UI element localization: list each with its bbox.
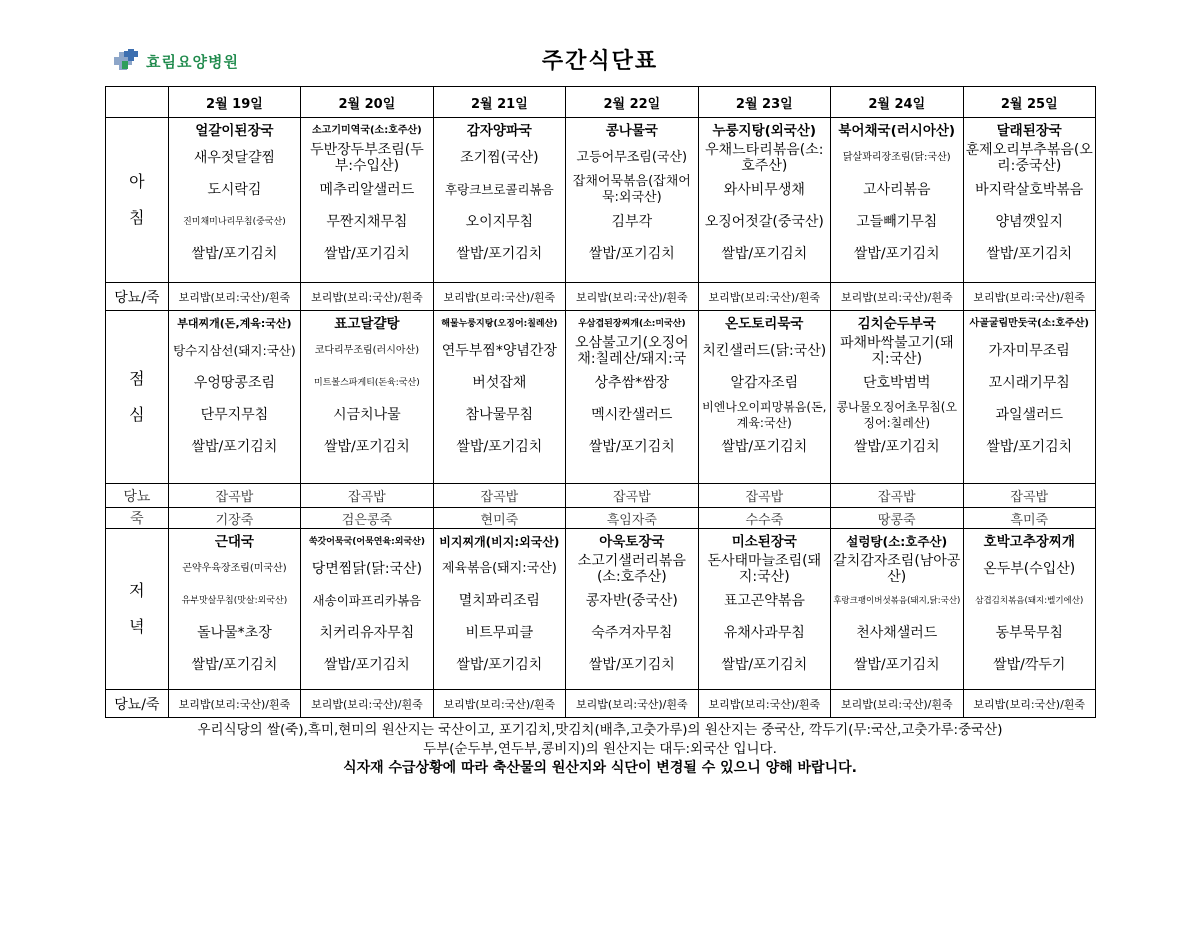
date-header: 2월 24일 (831, 87, 963, 118)
menu-item: 시금치나물 (333, 407, 401, 423)
menu-item: 쌀밥/깍두기 (993, 657, 1066, 673)
breakfast-day-5 (831, 118, 963, 283)
diabetic-meal: 보리밥(보리:국산)/흰죽 (566, 283, 698, 311)
lunch-porridge-row (106, 508, 1096, 529)
menu-item: 콩나물국 (605, 123, 658, 139)
breakfast-label: 아 침 (106, 118, 169, 283)
menu-item: 쌀밥/포기김치 (323, 246, 410, 262)
dinner-day-1 (301, 529, 433, 690)
menu-item: 무짠지채무침 (326, 214, 408, 230)
diabetic-meal: 보리밥(보리:국산)/흰죽 (168, 690, 300, 718)
menu-item: 고등어무조림(국산) (576, 150, 688, 165)
menu-item: 설렁탕(소:호주산) (846, 534, 948, 549)
menu-item: 단무지무침 (200, 407, 269, 423)
menu-item: 온도토리묵국 (725, 316, 804, 332)
menu-item: 꼬시래기무침 (988, 375, 1070, 391)
menu-item: 파채바싹불고기(돼지:국산) (839, 335, 954, 367)
breakfast-row (106, 118, 1096, 283)
menu-item: 사골굴림만둣국(소:호주산) (969, 318, 1089, 329)
lunch-day-1 (301, 311, 433, 484)
dinner-day-4 (698, 529, 830, 690)
menu-item: 우삼겹된장찌개(소:미국산) (578, 319, 686, 329)
menu-item: 멕시칸샐러드 (591, 407, 673, 423)
menu-item: 바지락살호박볶음 (975, 182, 1084, 198)
origin-notice-line-2: 두부(순두부,연두부,콩비지)의 원산지는 대두:외국산 입니다. (423, 741, 777, 757)
menu-item: 표고달걀탕 (334, 316, 400, 332)
menu-item: 쌀밥/포기김치 (853, 439, 940, 455)
lunch-day-5 (831, 311, 963, 484)
menu-item: 도시락김 (207, 182, 262, 198)
diabetic-meal: 보리밥(보리:국산)/흰죽 (831, 283, 963, 311)
menu-item: 탕수지삼선(돼지:국산) (173, 343, 296, 358)
lunch-diabetic-row (106, 484, 1096, 508)
weekly-menu-table (105, 86, 1096, 718)
menu-item: 쌀밥/포기김치 (588, 439, 675, 455)
menu-item: 진미채미나리무침(중국산) (183, 217, 286, 227)
menu-item: 김치순두부국 (857, 316, 936, 332)
menu-item: 쌀밥/포기김치 (853, 657, 940, 673)
dinner-diabetic-row (106, 690, 1096, 718)
menu-item: 삼겹김치볶음(돼지:벨기에산) (975, 596, 1084, 606)
date-header: 2월 20일 (301, 87, 433, 118)
menu-item: 쌀밥/포기김치 (588, 657, 675, 673)
page-title: 주간식단표 (541, 49, 659, 74)
porridge-meal: 땅콩죽 (831, 508, 963, 529)
diabetic-meal: 보리밥(보리:국산)/흰죽 (433, 283, 565, 311)
diabetic-meal: 잡곡밥 (831, 484, 963, 508)
menu-item: 참나물무침 (465, 407, 534, 423)
menu-item: 조기찜(국산) (460, 150, 539, 166)
dinner-label: 저 녁 (106, 529, 169, 690)
menu-item: 비트무피클 (465, 625, 534, 641)
dinner-day-0 (168, 529, 300, 690)
porridge-meal: 수수죽 (698, 508, 830, 529)
date-header: 2월 21일 (433, 87, 565, 118)
menu-item: 비엔나오이피망볶음(돈,계육:국산) (702, 400, 827, 430)
lunch-day-6 (963, 311, 1096, 484)
menu-item: 잡채어묵볶음(잡채어묵:외국산) (572, 174, 691, 205)
menu-item: 치커리유자무침 (319, 625, 415, 641)
hospital-name: 효림요양병원 (146, 52, 239, 71)
lunch-label: 점 심 (106, 311, 169, 484)
menu-item: 버섯잡채 (472, 375, 527, 391)
menu-item: 얼갈이된장국 (195, 123, 274, 139)
menu-item: 상추쌈*쌈장 (594, 375, 670, 391)
menu-item: 천사채샐러드 (856, 625, 938, 641)
menu-item: 쌀밥/포기김치 (456, 657, 543, 673)
breakfast-day-6 (963, 118, 1096, 283)
menu-item: 콩나물오징어초무침(오징어:칠레산) (836, 400, 958, 430)
menu-item: 고사리볶음 (862, 182, 931, 198)
diabetic-meal: 보리밥(보리:국산)/흰죽 (698, 283, 830, 311)
menu-item: 와사비무생채 (723, 182, 805, 198)
menu-item: 쌀밥/포기김치 (456, 439, 543, 455)
diabetic-porridge-label: 당뇨/죽 (106, 283, 169, 311)
lunch-day-4 (698, 311, 830, 484)
menu-item: 미소된장국 (731, 534, 797, 550)
menu-item: 닭살꽈리장조림(닭:국산) (842, 152, 951, 163)
menu-item: 메추리알샐러드 (319, 182, 415, 198)
change-notice: 식자재 수급상황에 따라 축산물의 원산지와 식단이 변경될 수 있으니 양해 바랍니다. (343, 760, 857, 776)
menu-item: 비지찌개(비지:외국산) (439, 535, 560, 549)
menu-item: 콩자반(중국산) (585, 593, 678, 609)
diabetic-meal: 보리밥(보리:국산)/흰죽 (698, 690, 830, 718)
menu-item: 감자양파국 (466, 123, 532, 139)
menu-item: 치킨샐러드(닭:국산) (702, 343, 827, 359)
menu-item: 돈사태마늘조림(돼지:국산) (707, 553, 822, 585)
porridge-meal: 흑미죽 (963, 508, 1096, 529)
menu-item: 제육볶음(돼지:국산) (441, 561, 557, 576)
menu-item: 당면찜닭(닭:국산) (311, 561, 423, 577)
menu-item: 숙주겨자무침 (591, 625, 673, 641)
menu-item: 동부묵무침 (995, 625, 1064, 641)
diabetic-meal: 잡곡밥 (963, 484, 1096, 508)
dinner-day-5 (831, 529, 963, 690)
menu-item: 온두부(수입산) (983, 561, 1076, 577)
diabetic-meal: 보리밥(보리:국산)/흰죽 (301, 690, 433, 718)
menu-item: 훈제오리부추볶음(오리:중국산) (965, 142, 1093, 174)
breakfast-day-4 (698, 118, 830, 283)
menu-item: 미트볼스파게티(돈육:국산) (314, 378, 420, 388)
menu-item: 갈치감자조림(남아공산) (833, 553, 961, 585)
date-header-row (106, 87, 1096, 118)
diabetic-porridge-label: 당뇨/죽 (106, 690, 169, 718)
diabetic-meal: 보리밥(보리:국산)/흰죽 (963, 690, 1096, 718)
origin-notice-line-1: 우리식당의 쌀(죽),흑미,현미의 원산지는 국산이고, 포기김치,맛김치(배추,고춧가루)의 원산지는 중국산, 깍두기(무:국산,고춧가루:중국산) (197, 722, 1003, 738)
menu-item: 쌀밥/포기김치 (721, 657, 808, 673)
menu-item: 오이지무침 (465, 214, 534, 230)
menu-item: 쌀밥/포기김치 (191, 657, 278, 673)
menu-item: 소고기샐러리볶음(소:호주산) (577, 553, 686, 585)
menu-item: 쌀밥/포기김치 (323, 439, 410, 455)
menu-item: 쌀밥/포기김치 (456, 246, 543, 262)
porridge-meal: 흑임자죽 (566, 508, 698, 529)
menu-item: 호박고추장찌개 (983, 534, 1075, 550)
lunch-day-3 (566, 311, 698, 484)
menu-item: 아욱토장국 (599, 534, 665, 550)
diabetic-meal: 잡곡밥 (698, 484, 830, 508)
menu-item: 멸치꽈리조림 (458, 593, 540, 609)
menu-item: 연두부찜*양념간장 (441, 343, 557, 359)
dinner-day-6 (963, 529, 1096, 690)
date-header: 2월 19일 (168, 87, 300, 118)
menu-item: 쌀밥/포기김치 (986, 246, 1073, 262)
diabetic-meal: 잡곡밥 (168, 484, 300, 508)
menu-item: 쌀밥/포기김치 (323, 657, 410, 673)
diabetic-meal: 잡곡밥 (566, 484, 698, 508)
lunch-day-2 (433, 311, 565, 484)
date-header: 2월 25일 (963, 87, 1096, 118)
porridge-label: 죽 (106, 508, 169, 529)
date-header: 2월 22일 (566, 87, 698, 118)
menu-item: 쑥갓어묵국(어묵연육:외국산) (308, 537, 425, 547)
porridge-meal: 검은콩죽 (301, 508, 433, 529)
diabetic-meal: 잡곡밥 (301, 484, 433, 508)
diabetic-meal: 보리밥(보리:국산)/흰죽 (831, 690, 963, 718)
diabetic-meal: 보리밥(보리:국산)/흰죽 (168, 283, 300, 311)
menu-item: 우엉땅콩조림 (193, 375, 275, 391)
menu-item: 쌀밥/포기김치 (986, 439, 1073, 455)
menu-item: 소고기미역국(소:호주산) (312, 125, 422, 136)
diabetic-meal: 보리밥(보리:국산)/흰죽 (566, 690, 698, 718)
menu-item: 새우젓달걀찜 (193, 150, 275, 166)
menu-item: 우채느타리볶음(소:호주산) (705, 142, 824, 174)
menu-item: 단호박범벅 (862, 375, 931, 391)
dinner-day-2 (433, 529, 565, 690)
diabetic-meal: 잡곡밥 (433, 484, 565, 508)
breakfast-day-3 (566, 118, 698, 283)
menu-item: 쌀밥/포기김치 (853, 246, 940, 262)
menu-item: 해물누룽지탕(오징어:칠레산) (441, 319, 558, 329)
menu-item: 돌나물*초장 (197, 625, 272, 641)
menu-item: 부대찌개(돈,계육:국산) (177, 317, 292, 330)
menu-item: 과일샐러드 (995, 407, 1064, 423)
menu-item: 쌀밥/포기김치 (588, 246, 675, 262)
lunch-row (106, 311, 1096, 484)
diabetic-meal: 보리밥(보리:국산)/흰죽 (433, 690, 565, 718)
lunch-day-0 (168, 311, 300, 484)
dinner-row (106, 529, 1096, 690)
menu-item: 가자미무조림 (988, 343, 1070, 359)
breakfast-day-2 (433, 118, 565, 283)
menu-item: 쌀밥/포기김치 (721, 439, 808, 455)
breakfast-day-1 (301, 118, 433, 283)
menu-item: 새송이파프리카볶음 (312, 593, 422, 608)
date-header: 2월 23일 (698, 87, 830, 118)
menu-item: 코다리무조림(러시아산) (314, 345, 420, 356)
menu-item: 김부각 (611, 214, 653, 230)
menu-item: 쌀밥/포기김치 (721, 246, 808, 262)
menu-item: 두반장두부조림(두부:수입산) (310, 142, 424, 174)
menu-item: 오삼불고기(오징어채:칠레산/돼지:국 (575, 335, 689, 367)
menu-item: 양념깻잎지 (995, 214, 1064, 230)
menu-item: 북어채국(러시아산) (838, 123, 956, 139)
porridge-meal: 기장죽 (168, 508, 300, 529)
menu-item: 누룽지탕(외국산) (712, 123, 817, 139)
menu-item: 고들빼기무침 (856, 214, 938, 230)
menu-item: 쌀밥/포기김치 (191, 439, 278, 455)
menu-item: 후랑크팽이버섯볶음(돼지,닭:국산) (833, 596, 961, 606)
diabetic-label: 당뇨 (106, 484, 169, 508)
menu-item: 후랑크브로콜리볶음 (445, 182, 554, 197)
corner-cell (106, 87, 169, 118)
menu-item: 근대국 (214, 534, 254, 550)
menu-item: 유채사과무침 (723, 625, 805, 641)
menu-item: 알감자조림 (730, 375, 799, 391)
breakfast-diabetic-row (106, 283, 1096, 311)
menu-item: 곤약우육장조림(미국산) (182, 563, 287, 574)
menu-item: 쌀밥/포기김치 (191, 246, 278, 262)
menu-item: 유부맛살무침(맛살:외국산) (181, 596, 288, 606)
dinner-day-3 (566, 529, 698, 690)
diabetic-meal: 보리밥(보리:국산)/흰죽 (963, 283, 1096, 311)
menu-item: 표고곤약볶음 (723, 593, 805, 609)
porridge-meal: 현미죽 (433, 508, 565, 529)
breakfast-day-0 (168, 118, 300, 283)
diabetic-meal: 보리밥(보리:국산)/흰죽 (301, 283, 433, 311)
menu-item: 오징어젓갈(중국산) (704, 214, 824, 230)
menu-item: 달래된장국 (996, 123, 1062, 139)
